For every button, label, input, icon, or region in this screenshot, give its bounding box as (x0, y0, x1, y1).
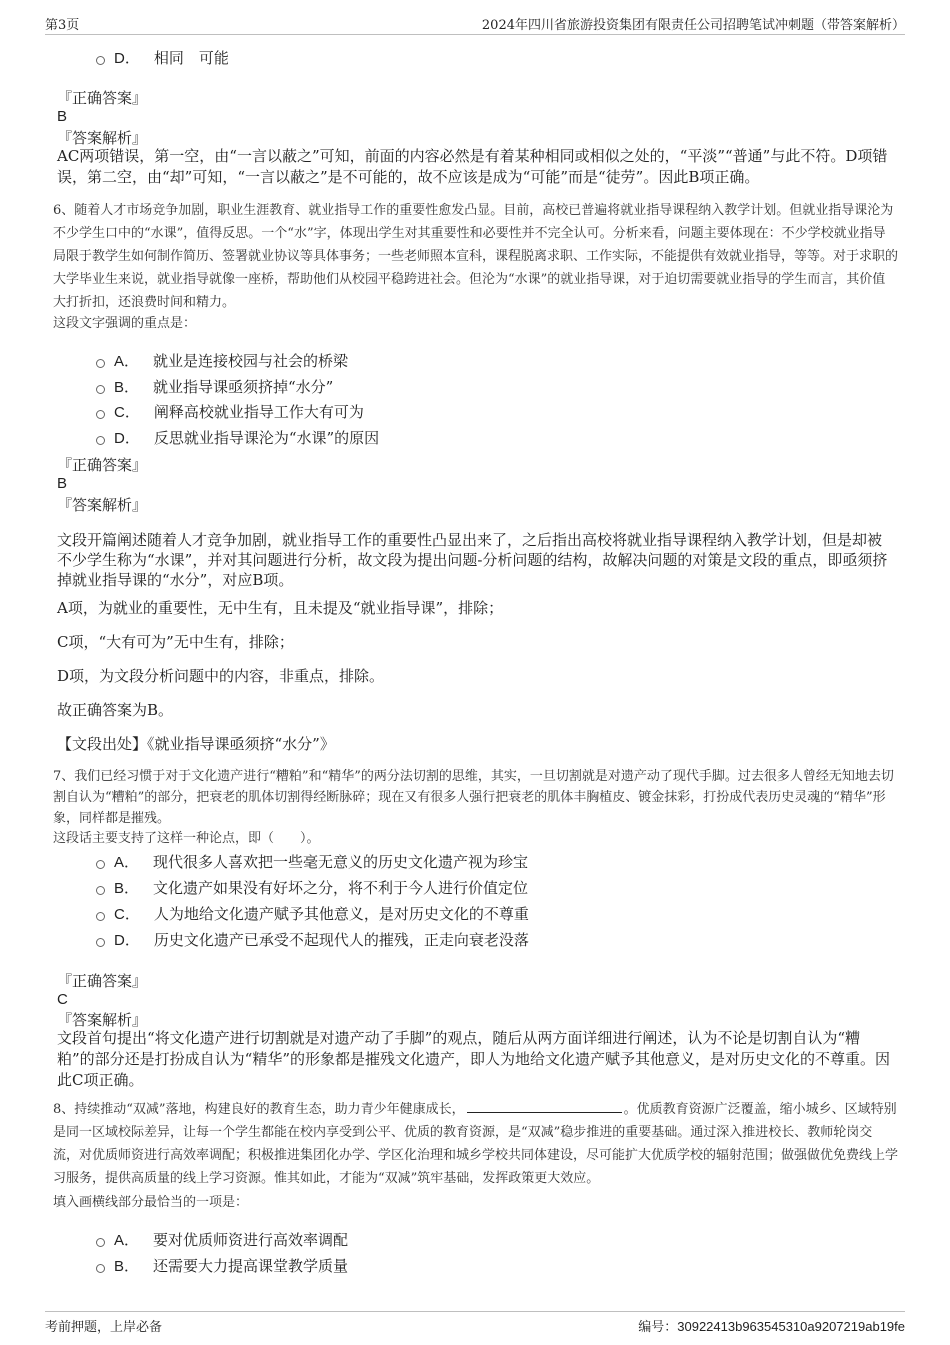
q6-analysis-label: 『答案解析』 (57, 496, 148, 514)
q8-stem (53, 1098, 898, 1190)
q6-option-d[interactable]: D． 反思就业指导课沦为“水课”的原因 (96, 427, 379, 448)
footer-slogan: 考前押题，上岸必备 (45, 1320, 163, 1335)
q8-stem-before: 8、持续推动“双减”落地，构建良好的教育生态，助力青少年健康成长， (53, 1102, 465, 1117)
fill-in-blank (467, 1098, 622, 1113)
page-header (45, 10, 905, 35)
q7-answer-label: 『正确答案』 (57, 972, 148, 990)
radio-icon[interactable] (96, 385, 105, 394)
q7-option-b[interactable]: B． 文化遗产如果没有好坏之分，将不利于今人进行价值定位 (96, 877, 528, 898)
q5-answer-label: 『正确答案』 (57, 89, 148, 107)
q7-analysis: 文段首句提出“将文化遗产进行切割就是对遗产动了手脚”的观点，随后从两方面详细进行阐述，认为不论是切割自认为“糟粕”的部分还是打扮成自认为“精华”的形象都是摧残文化遗产，即人为地给文化遗产赋予其他意义，是对历史文化的不尊重。因此C项正确。 (57, 1029, 891, 1089)
q7-option-a[interactable]: A． 现代很多人喜欢把一些毫无意义的历史文化遗产视为珍宝 (96, 851, 528, 872)
q7-prompt: 这段话主要支持了这样一种论点，即（ ）。 (53, 831, 320, 846)
radio-icon[interactable] (96, 860, 105, 869)
q7-stem: 7、我们已经习惯于对于文化遗产进行“糟粕”和“精华”的两分法切割的思维，其实，一旦切割就是对遗产动了现代手脚。过去很多人曾经无知地去切割自认为“糟粕”的部分，把衰老的肌体切割得经断脉碎；现在又有很多人强行把衰老的肌体丰胸植皮、镀金抹彩，打扮成代表历史灵魂的“精华”形象，同样都是摧残。 (53, 769, 894, 826)
q5-option-d[interactable]: D． 相同 可能 (96, 47, 229, 68)
footer-code (638, 1316, 905, 1335)
q7-answer: C (57, 991, 68, 1008)
q6-analysis-main: 文段开篇阐述随着人才竞争加剧，就业指导工作的重要性凸显出来了，之后指出高校将就业指导课程纳入教学计划，但是却被不少学生称为“水课”，并对其问题进行分析，故文段为提出问题-分析问题的结构，故解决问题的对策是文段的重点，即亟须挤掉就业指导课的“水分”，对应B项。 (57, 531, 888, 589)
page-number: 第3页 (45, 18, 80, 33)
q6-option-b[interactable]: B． 就业指导课亟须挤掉“水分” (96, 376, 333, 397)
q7-option-d[interactable]: D． 历史文化遗产已承受不起现代人的摧残，正走向衰老没落 (96, 929, 529, 950)
radio-icon[interactable] (96, 56, 105, 65)
q8-option-a[interactable]: A． 要对优质师资进行高效率调配 (96, 1229, 348, 1250)
q8-option-b[interactable]: B． 还需要大力提高课堂教学质量 (96, 1255, 348, 1276)
q6-answer-label: 『正确答案』 (57, 456, 148, 474)
radio-icon[interactable] (96, 410, 105, 419)
radio-icon[interactable] (96, 886, 105, 895)
q5-analysis-label: 『答案解析』 (57, 129, 148, 147)
q6-stem: 6、随着人才市场竞争加剧，职业生涯教育、就业指导工作的重要性愈发凸显。目前，高校已普遍将就业指导课程纳入教学计划。但就业指导课沦为不少学生口中的“水课”，值得反思。一个“水”字，体现出学生对其重要性和必要性并不完全认可。分析来看，问题主要体现在：不少学校就业指导局限于教学生如何制作简历、签署就业协议等具体事务；一些老师照本宣科，课程脱离求职、工作实际，不能提供有效就业指导，等等。对于求职的大学毕业生来说，就业指导就像一座桥，帮助他们从校园平稳跨进社会。但沦为“水课”的就业指导课，对于迫切需要就业指导的学生而言，其价值大打折扣，还浪费时间和精力。 (53, 203, 899, 310)
q6-option-a[interactable]: A． 就业是连接校园与社会的桥梁 (96, 350, 348, 371)
q6-analysis-d: D项，为文段分析问题中的内容，非重点，排除。 (57, 667, 385, 685)
document-title: 2024年四川省旅游投资集团有限责任公司招聘笔试冲刺题（带答案解析） (481, 18, 905, 33)
radio-icon[interactable] (96, 912, 105, 921)
radio-icon[interactable] (96, 1264, 105, 1273)
radio-icon[interactable] (96, 938, 105, 947)
footer-code-value: 30922413b963545310a9207219ab19fe (677, 1319, 905, 1334)
q5-answer: B (57, 108, 68, 125)
q6-answer: B (57, 475, 68, 492)
q5-analysis: AC两项错误，第一空，由“一言以蔽之”可知，前面的内容必然是有着某种相同或相似之处的，“平淡”“普通”与此不符。D项错误，第二空，由“却”可知，“一言以蔽之”是不可能的，故不应该是成为“可能”而是“徒劳”。因此B项正确。 (57, 147, 888, 186)
q6-prompt: 这段文字强调的重点是： (53, 316, 197, 331)
q6-option-c[interactable]: C． 阐释高校就业指导工作大有可为 (96, 401, 364, 422)
footer-code-label: 编号： (638, 1319, 678, 1334)
q6-analysis-a: A项，为就业的重要性，无中生有，且未提及“就业指导课”，排除； (57, 599, 504, 617)
q7-option-c[interactable]: C． 人为地给文化遗产赋予其他意义，是对历史文化的不尊重 (96, 903, 529, 924)
q7-analysis-label: 『答案解析』 (57, 1011, 148, 1029)
q8-stem-after: 。优质教育资源广泛覆盖，缩小城乡、区域特别是同一区域校际差异，让每一个学生都能在校内享受到公平、优质的教育资源，是“双减”稳步推进的重要基础。通过深入推进校长、教师轮岗交流，对优质师资进行高效率调配；积极推进集团化办学、学区化治理和城乡学校共同体建设，尽可能扩大优质学校的辐射范围；做强做优免费线上学习服务，提供高质量的线上学习资源。惟其如此，才能为“双减”筑牢基础，发挥政策更大效应。 (53, 1102, 899, 1186)
radio-icon[interactable] (96, 436, 105, 445)
q8-prompt: 填入画横线部分最恰当的一项是： (53, 1195, 249, 1210)
radio-icon[interactable] (96, 1238, 105, 1247)
radio-icon[interactable] (96, 359, 105, 368)
page-footer (45, 1311, 905, 1335)
q6-analysis-c: C项，“大有可为”无中生有，排除； (57, 633, 294, 651)
q6-conclusion: 故正确答案为B。 (57, 701, 174, 719)
q6-source: 【文段出处】《就业指导课亟须挤“水分”》 (57, 735, 335, 753)
